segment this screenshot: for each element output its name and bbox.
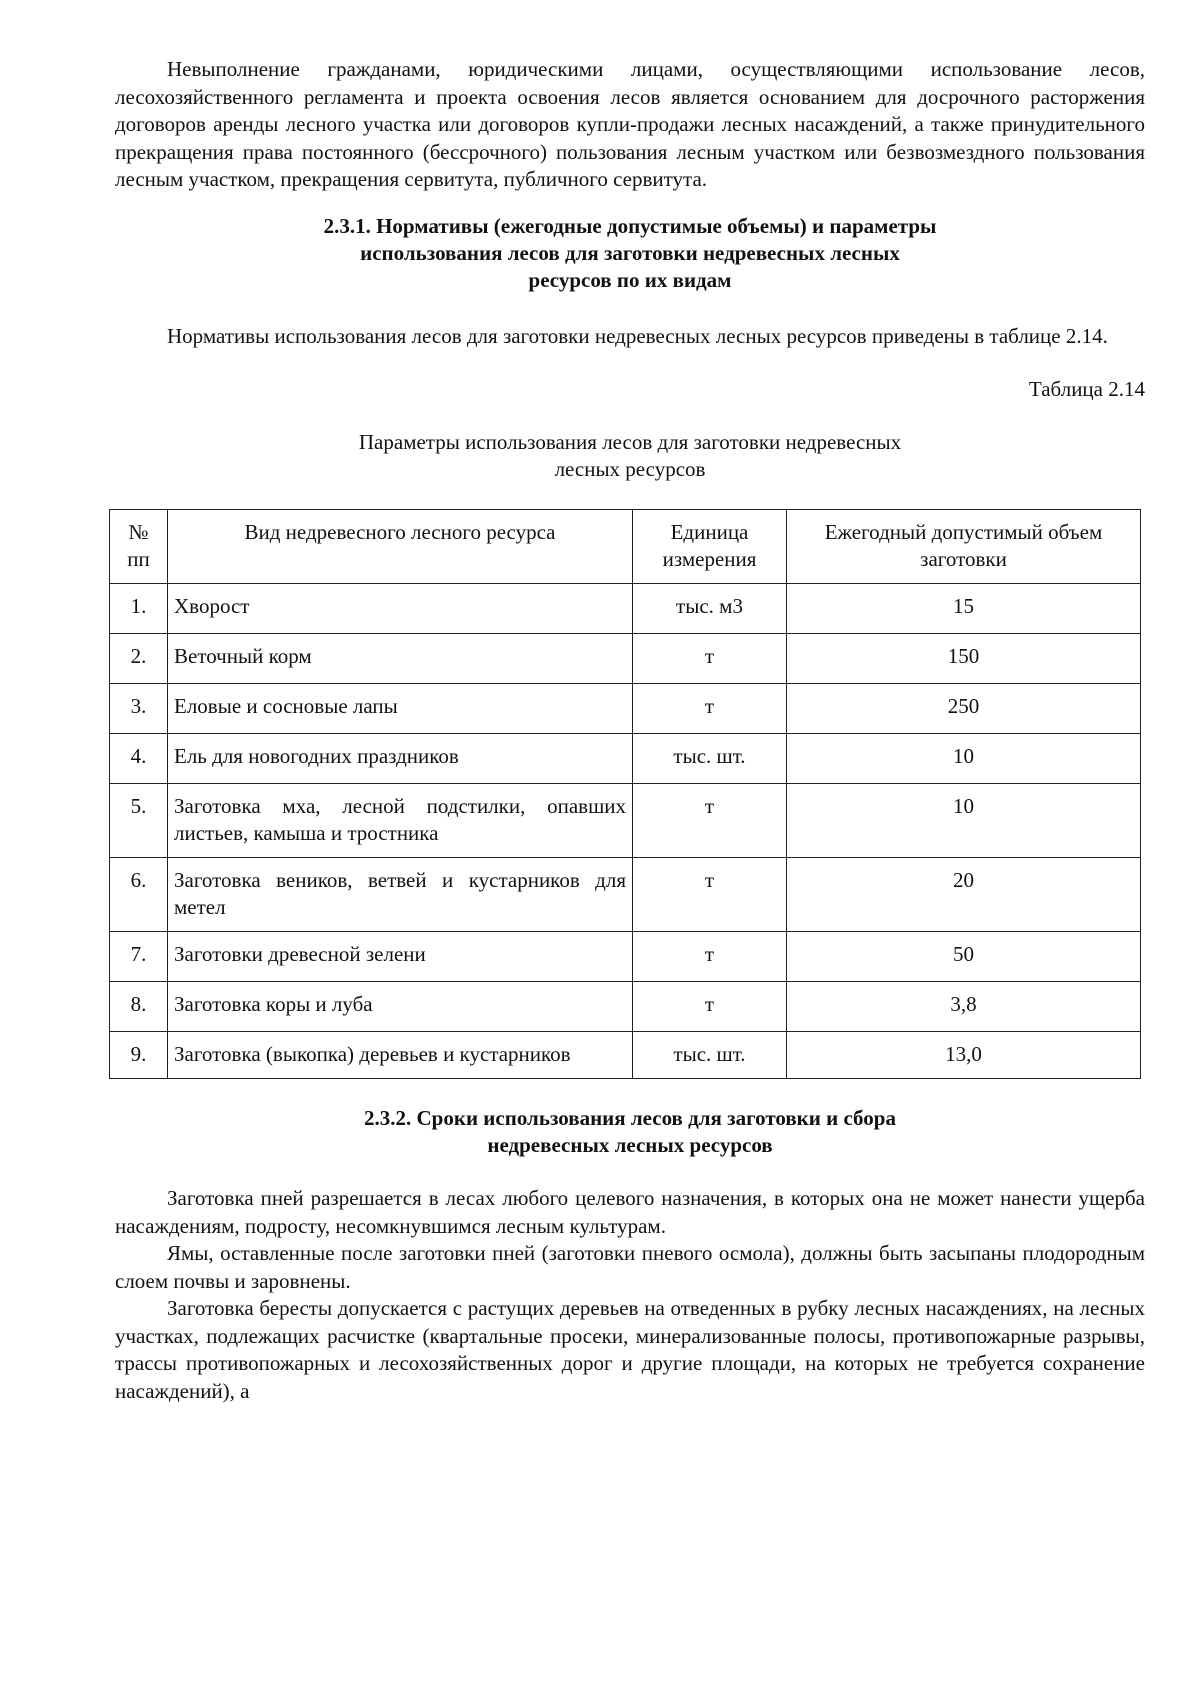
cell-unit: т [633, 684, 787, 734]
cell-volume: 3,8 [787, 982, 1141, 1032]
cell-volume: 10 [787, 734, 1141, 784]
resources-table [109, 509, 1141, 1079]
cell-unit: тыс. шт. [633, 734, 787, 784]
table-caption [115, 429, 1145, 483]
table-row [110, 584, 1141, 634]
cell-num: 8. [110, 982, 168, 1032]
heading-line: использования лесов для заготовки недревесных лесных [360, 240, 900, 265]
section2-paragraph: Ямы, оставленные после заготовки пней (заготовки пневого осмола), должны быть засыпаны плодородным слоем почвы и заровнены. [115, 1241, 1145, 1293]
cell-unit: т [633, 634, 787, 684]
cell-volume: 250 [787, 684, 1141, 734]
cell-unit: т [633, 982, 787, 1032]
cell-name: Хворост [168, 584, 633, 634]
section2-paragraph: Заготовка бересты допускается с растущих деревьев на отведенных в рубку лесных насаждениях, на лесных участках, подлежащих расчистке (квартальные просеки, минерализованные полосы, противопожарные разрывы, трассы противопожарных и лесохозяйственных дорог и другие площади, на которых не требуется сохранение насаждений), а [115, 1296, 1145, 1403]
table-row [110, 784, 1141, 858]
cell-unit: т [633, 784, 787, 858]
heading-line: 2.3.2. Сроки использования лесов для заготовки и сбора [364, 1106, 896, 1130]
table-row [110, 1032, 1141, 1079]
table-header-row [110, 510, 1141, 584]
cell-volume: 150 [787, 634, 1141, 684]
table-row [110, 982, 1141, 1032]
caption-line: лесных ресурсов [554, 457, 706, 481]
table-row [110, 858, 1141, 932]
cell-num: 2. [110, 634, 168, 684]
cell-num: 1. [110, 584, 168, 634]
table-row [110, 684, 1141, 734]
cell-unit: тыс. шт. [633, 1032, 787, 1079]
cell-name: Заготовка мха, лесной подстилки, опавших листьев, камыша и тростника [168, 784, 633, 858]
cell-num: 5. [110, 784, 168, 858]
cell-name: Заготовка (выкопка) деревьев и кустарников [168, 1032, 633, 1079]
cell-num: 3. [110, 684, 168, 734]
heading-line: ресурсов по их видам [528, 267, 732, 292]
caption-line: Параметры использования лесов для заготовки недревесных [358, 430, 902, 454]
table-row [110, 932, 1141, 982]
section1-paragraph: Нормативы использования лесов для заготовки недревесных лесных ресурсов приведены в таблице 2.14. [167, 323, 1108, 348]
cell-unit: т [633, 858, 787, 932]
cell-name: Заготовка коры и луба [168, 982, 633, 1032]
cell-num: 7. [110, 932, 168, 982]
cell-name: Ель для новогодних праздников [168, 734, 633, 784]
heading-line: 2.3.1. Нормативы (ежегодные допустимые объемы) и параметры [323, 213, 937, 238]
cell-volume: 20 [787, 858, 1141, 932]
cell-name: Еловые и сосновые лапы [168, 684, 633, 734]
cell-name: Заготовки древесной зелени [168, 932, 633, 982]
cell-volume: 50 [787, 932, 1141, 982]
header-num: № пп [110, 510, 168, 584]
intro-paragraph: Невыполнение гражданами, юридическими лицами, осуществляющими использование лесов, лесохозяйственного регламента и проекта освоения лесов является основанием для досрочного расторжения договоров аренды лесного участка или договоров купли-продажи лесных насаждений, а также принудительного прекращения права постоянного (бессрочного) пользования лесным участком или безвозмездного пользования лесным участком, прекращения сервитута, публичного сервитута. [115, 57, 1145, 191]
cell-unit: т [633, 932, 787, 982]
cell-name: Веточный корм [168, 634, 633, 684]
header-name: Вид недревесного лесного ресурса [168, 510, 633, 584]
heading-line: недревесных лесных ресурсов [487, 1133, 773, 1157]
table-row [110, 634, 1141, 684]
cell-name: Заготовка веников, ветвей и кустарников для метел [168, 858, 633, 932]
table-label: Таблица 2.14 [1028, 377, 1145, 401]
header-unit: Единица измерения [633, 510, 787, 584]
cell-volume: 10 [787, 784, 1141, 858]
cell-volume: 13,0 [787, 1032, 1141, 1079]
cell-volume: 15 [787, 584, 1141, 634]
section-heading-2-3-2 [115, 1105, 1145, 1159]
section-heading-2-3-1 [115, 213, 1145, 294]
document-page [115, 56, 1145, 1405]
cell-num: 4. [110, 734, 168, 784]
header-volume: Ежегодный допустимый объем заготовки [787, 510, 1141, 584]
table-row [110, 734, 1141, 784]
cell-unit: тыс. м3 [633, 584, 787, 634]
cell-num: 6. [110, 858, 168, 932]
cell-num: 9. [110, 1032, 168, 1079]
section2-paragraph: Заготовка пней разрешается в лесах любого целевого назначения, в которых она не может нанести ущерба насаждениям, подросту, несомкнувшимся лесным культурам. [115, 1186, 1145, 1238]
